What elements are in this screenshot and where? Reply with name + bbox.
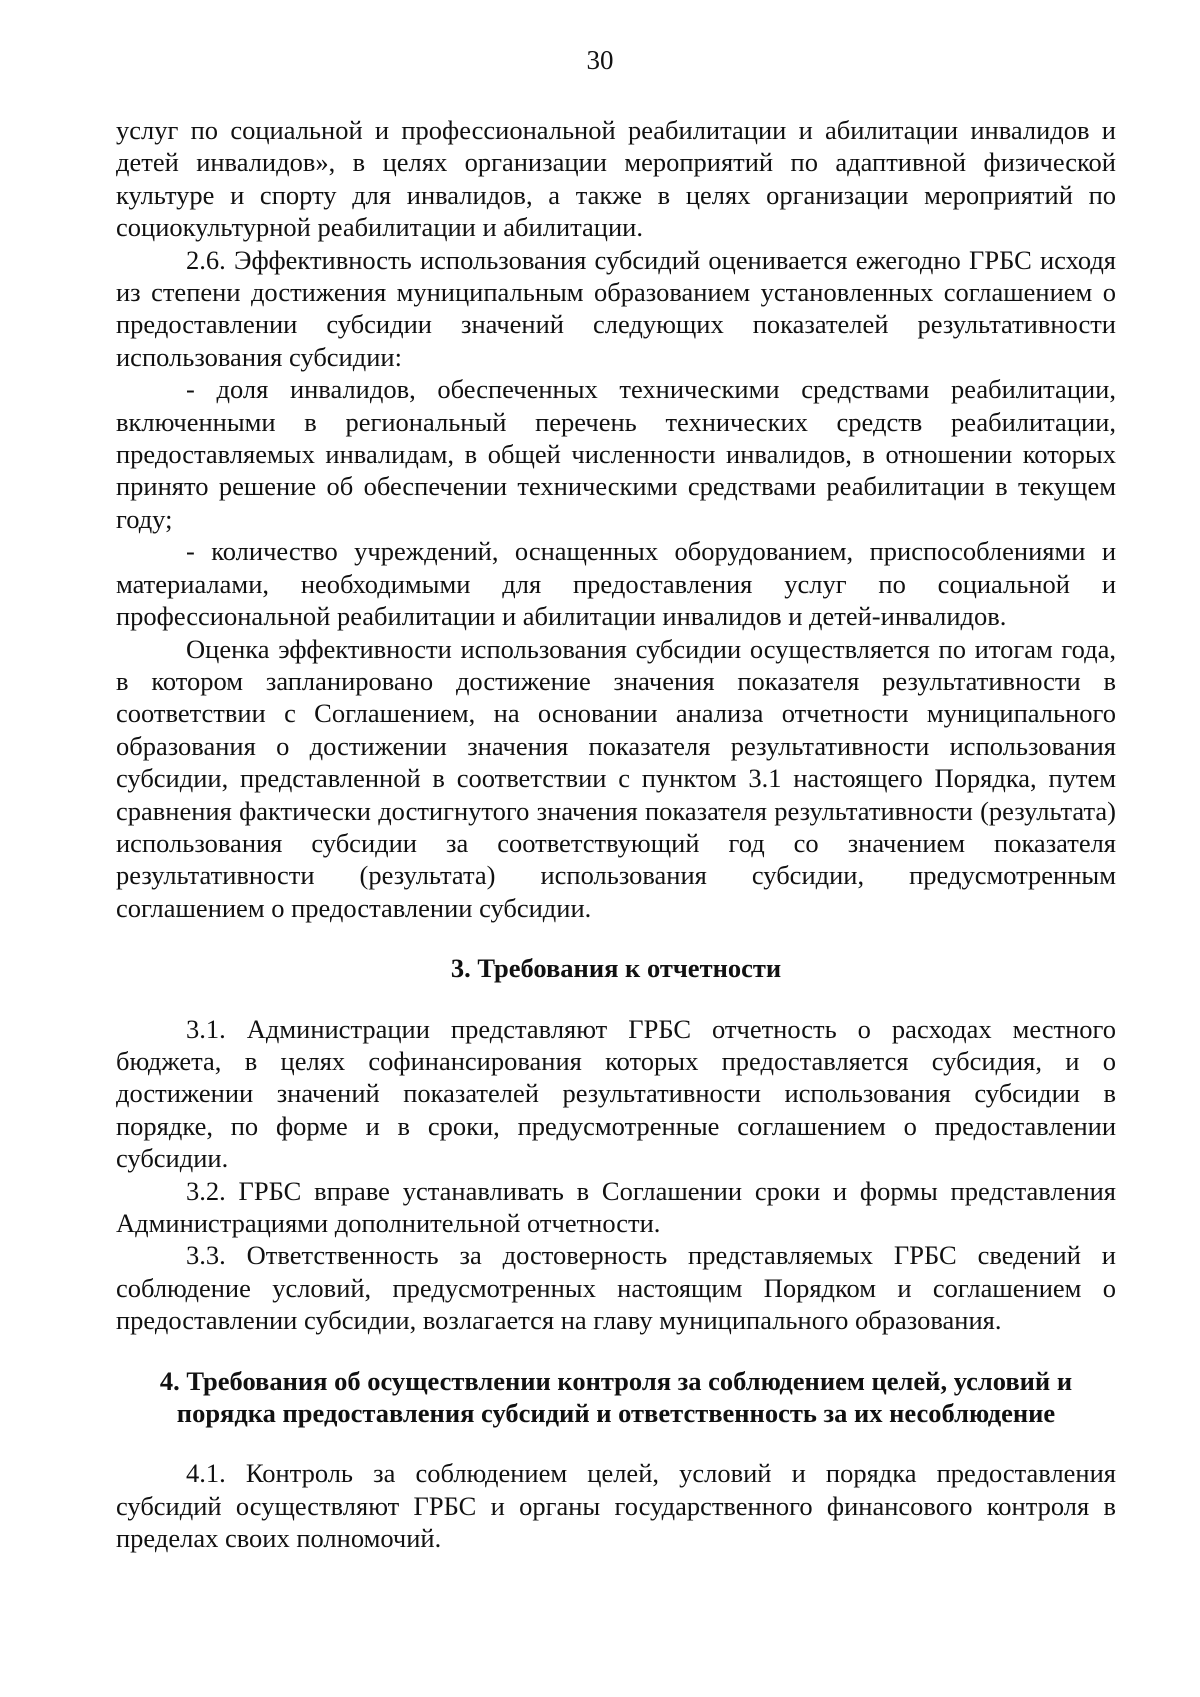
paragraph-3-1: 3.1. Администрации представляют ГРБС отчетность о расходах местного бюджета, в целях софинансирования которых предоставляется субсидия, и о достижении значений показателей результативности использования субсидии в порядке, по форме и в сроки, предусмотренные соглашением о предоставлении субсидии.: [116, 1013, 1116, 1174]
section-3-heading: 3. Требования к отчетности: [450, 953, 782, 984]
paragraph-4-1: 4.1. Контроль за соблюдением целей, условий и порядка предоставления субсидий осуществляют ГРБС и органы государственного финансового контроля в пределах своих полномочий.: [116, 1458, 1116, 1554]
spacer: [116, 1429, 1116, 1457]
bullet-institutions-count: - количество учреждений, оснащенных оборудованием, приспособлениями и материалами, необходимыми для предоставления услуг по социальной и профессиональной реабилитации и абилитации инвалидов и детей-инвалидов.: [116, 536, 1116, 632]
paragraph-continuation: услуг по социальной и профессиональной реабилитации и абилитации инвалидов и детей инвалидов», в целях организации мероприятий по адаптивной физической культуре и спорту для инвалидов, а также в целях организации мероприятий по социокультурной реабилитации и абилитации.: [116, 115, 1116, 243]
paragraph-efficiency-assessment: Оценка эффективности использования субсидии осуществляется по итогам года, в котором запланировано достижение значения показателя результативности в соответствии с Соглашением, на основании анализа отчетности муниципального образования о достижении значения показателя результативности использования субсидии, представленной в соответствии с пунктом 3.1 настоящего Порядка, путем сравнения фактически достигнутого значения показателя результативности (результата) использования субсидии за соответствующий год со значением показателя результативности (результата) использования субсидии, предусмотренным соглашением о предоставлении субсидии.: [116, 633, 1116, 923]
page-number: 30: [586, 45, 614, 75]
spacer: [116, 1337, 1116, 1365]
document-body: [116, 114, 1116, 1555]
section-4-heading-line-2: порядка предоставления субсидий и ответственность за их несоблюдение: [176, 1398, 1056, 1429]
section-4-heading: [116, 1365, 1116, 1430]
bullet-disabled-share: - доля инвалидов, обеспеченных техническими средствами реабилитации, включенными в региональный перечень технических средств реабилитации, предоставляемых инвалидам, в общей численности инвалидов, в отношении которых принято решение об обеспечении техническими средствами реабилитации в текущем году;: [116, 374, 1116, 534]
paragraph-3-2: 3.2. ГРБС вправе устанавливать в Соглашении сроки и формы представления Администрациями дополнительной отчетности.: [116, 1175, 1116, 1238]
spacer: [116, 924, 1116, 952]
spacer: [116, 985, 1116, 1013]
paragraph-2-6: 2.6. Эффективность использования субсидий оценивается ежегодно ГРБС исходя из степени достижения муниципальным образованием установленных соглашением о предоставлении субсидии значений следующих показателей результативности использования субсидии:: [116, 244, 1116, 372]
paragraph-3-3: 3.3. Ответственность за достоверность представляемых ГРБС сведений и соблюдение условий, предусмотренных настоящим Порядком и соглашением о предоставлении субсидии, возлагается на главу муниципального образования.: [116, 1240, 1116, 1336]
section-4-heading-line-1: 4. Требования об осуществлении контроля за соблюдением целей, условий и: [159, 1365, 1073, 1396]
